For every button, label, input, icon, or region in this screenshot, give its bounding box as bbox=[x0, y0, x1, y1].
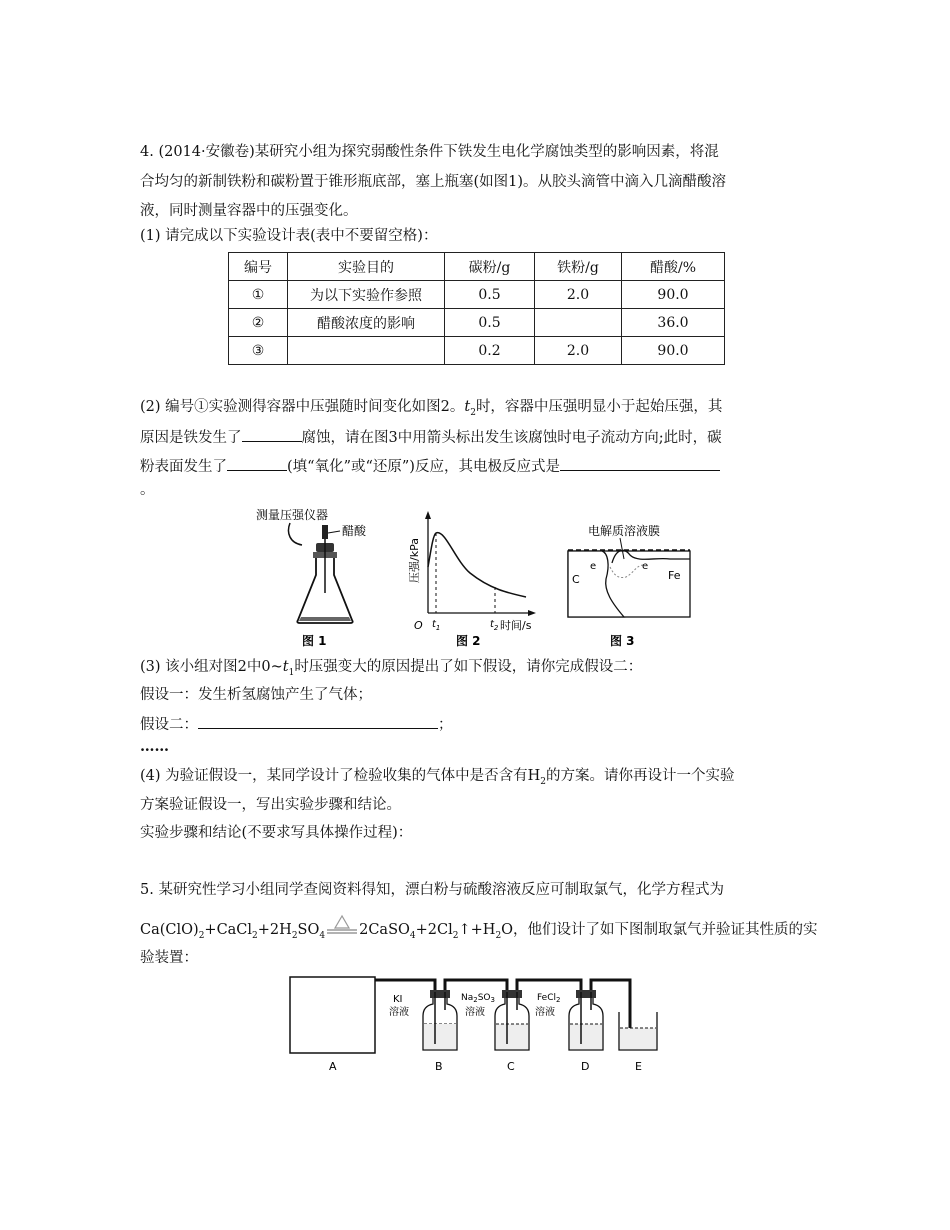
subscript: 4 bbox=[319, 930, 326, 941]
electron-label: e bbox=[590, 561, 597, 572]
subscript: 3 bbox=[490, 996, 495, 1004]
na2so3-solution-label: 溶液 bbox=[465, 1007, 485, 1018]
label-c: C bbox=[507, 1060, 515, 1073]
text: 的方案。请你再设计一个实验 bbox=[546, 768, 735, 784]
figure-2-pressure-graph bbox=[400, 505, 550, 650]
y-axis-label: 压强/kPa bbox=[408, 538, 421, 583]
fig1-caption: 图 1 bbox=[302, 634, 327, 648]
t2-symbol: t bbox=[464, 399, 471, 415]
subscript: 2 bbox=[252, 930, 258, 941]
table-cell: 2.0 bbox=[535, 337, 622, 365]
fecl2-label bbox=[537, 993, 560, 1004]
q4-ellipsis: …… bbox=[140, 738, 169, 755]
table-cell: 90.0 bbox=[622, 337, 725, 365]
x-axis-arrow-icon bbox=[528, 610, 536, 616]
text: 时压强变大的原因提出了如下假设，请你完成假设二： bbox=[294, 659, 643, 675]
t1-symbol: t bbox=[282, 659, 289, 675]
h2-subscript: 2 bbox=[540, 776, 547, 787]
beaker-e bbox=[619, 1012, 657, 1050]
text: +2H bbox=[257, 922, 292, 938]
label-a: A bbox=[329, 1060, 337, 1073]
text: ↑+H bbox=[458, 922, 496, 938]
q4-part2-line2 bbox=[140, 426, 722, 448]
t1-subscript: 1 bbox=[435, 624, 441, 632]
t1-symbol: t bbox=[432, 619, 436, 630]
q5-line3: 验装置： bbox=[140, 950, 198, 966]
q4-line2: 合均匀的新制铁粉和碳粉置于锥形瓶底部，塞上瓶塞(如图1)。从胶头滴管中滴入几滴醋酸溶 bbox=[140, 174, 727, 190]
table-header-row bbox=[229, 253, 725, 281]
figure-1-flask bbox=[250, 505, 380, 650]
t2-subscript: 2 bbox=[470, 407, 476, 418]
text: Ca(ClO) bbox=[140, 922, 199, 938]
subscript: 2 bbox=[452, 930, 459, 941]
text: SO bbox=[297, 922, 320, 938]
x-axis-label: 时间/s bbox=[500, 619, 532, 632]
text: (2) 编号①实验测得容器中压强随时间变化如图2。 bbox=[140, 399, 465, 415]
figure-3-corrosion-diagram bbox=[560, 505, 700, 650]
q5-line1: 5. 某研究性学习小组同学查阅资料得知，漂白粉与硫酸溶液反应可制取氯气，化学方程式为 bbox=[140, 882, 724, 898]
powder-layer bbox=[299, 617, 351, 621]
heating-equals-sign bbox=[325, 920, 359, 940]
fig1-label-acid: 醋酸 bbox=[342, 524, 367, 538]
table-header: 碳粉/g bbox=[445, 253, 535, 281]
electrolyte-film bbox=[610, 565, 644, 578]
film-label: 电解质溶液膜 bbox=[588, 524, 661, 538]
table-row bbox=[229, 309, 725, 337]
fecl2-solution-label: 溶液 bbox=[535, 1007, 555, 1018]
subscript: 2 bbox=[291, 930, 298, 941]
fig2-caption: 图 2 bbox=[456, 634, 481, 648]
q4-part4-line2: 方案验证假设一，写出实验步骤和结论。 bbox=[140, 797, 401, 813]
fecl: FeCl bbox=[537, 993, 557, 1003]
t2-tick-label bbox=[490, 619, 499, 632]
table-cell: ② bbox=[229, 309, 288, 337]
subscript: 2 bbox=[473, 996, 478, 1004]
text: ； bbox=[438, 717, 453, 733]
t2-symbol: t bbox=[490, 619, 494, 630]
subscript: 4 bbox=[409, 930, 416, 941]
table-cell-blank[interactable] bbox=[288, 337, 445, 365]
origin-label: O bbox=[414, 619, 423, 632]
table-cell: ③ bbox=[229, 337, 288, 365]
t1-tick-label bbox=[432, 619, 440, 632]
q4-part2-line4: 。 bbox=[140, 482, 155, 498]
answer-blank-reaction-type[interactable] bbox=[227, 455, 287, 471]
q4-part4-line3: 实验步骤和结论(不要求写具体操作过程)： bbox=[140, 825, 413, 841]
text: (3) 该小组对图2中0~ bbox=[140, 659, 283, 675]
wash-bottle-b bbox=[423, 990, 457, 1050]
iron-label: Fe bbox=[668, 569, 681, 582]
table-cell: 为以下实验作参照 bbox=[288, 281, 445, 309]
ki-solution-label: 溶液 bbox=[389, 1007, 409, 1018]
q4-hypothesis-2 bbox=[140, 713, 453, 735]
generator-box-a bbox=[290, 977, 375, 1053]
text: (填“氧化”或“还原”)反应，其电极反应式是 bbox=[287, 459, 560, 475]
label-e: E bbox=[635, 1060, 642, 1073]
subscript: 2 bbox=[495, 930, 502, 941]
text: O，他们设计了如下图制取氯气并验证其性质的实 bbox=[501, 922, 818, 938]
text: 原因是铁发生了 bbox=[140, 430, 242, 446]
q4-hypothesis-1: 假设一：发生析氢腐蚀产生了气体； bbox=[140, 687, 372, 703]
na2so3-label bbox=[461, 993, 495, 1004]
wash-bottle-d bbox=[569, 990, 603, 1050]
label-d: D bbox=[581, 1060, 590, 1073]
answer-blank-hypothesis-2[interactable] bbox=[198, 713, 438, 729]
table-header: 实验目的 bbox=[288, 253, 445, 281]
subscript: 2 bbox=[198, 930, 205, 941]
gauge-tube bbox=[289, 523, 303, 545]
y-axis-arrow-icon bbox=[425, 511, 431, 519]
q4-line3: 液，同时测量容器中的压强变化。 bbox=[140, 203, 358, 219]
experiment-design-table bbox=[228, 252, 725, 365]
t1-subscript: 1 bbox=[288, 667, 295, 678]
tube-c-d bbox=[517, 980, 581, 992]
so: SO bbox=[477, 993, 491, 1003]
text: (4) 为验证假设一，某同学设计了检验收集的气体中是否含有H bbox=[140, 768, 541, 784]
q4-part2-line3 bbox=[140, 455, 720, 477]
table-cell: 2.0 bbox=[535, 281, 622, 309]
table-row bbox=[229, 281, 725, 309]
text: +CaCl bbox=[204, 922, 253, 938]
label-leader bbox=[328, 531, 340, 533]
ki-label: KI bbox=[393, 994, 403, 1005]
tube-a-b bbox=[375, 980, 435, 992]
table-cell-blank[interactable] bbox=[535, 309, 622, 337]
carbon-label: C bbox=[572, 573, 580, 586]
text: +2Cl bbox=[415, 922, 453, 938]
q4-line1: 4. (2014·安徽卷)某研究小组为探究弱酸性条件下铁发生电化学腐蚀类型的影响因素，将混 bbox=[140, 144, 719, 160]
text: 腐蚀，请在图3中用箭头标出发生该腐蚀时电子流动方向;此时，碳 bbox=[301, 430, 722, 446]
table-cell: 0.5 bbox=[445, 309, 535, 337]
fig3-caption: 图 3 bbox=[610, 634, 635, 648]
q4-part1: (1) 请完成以下实验设计表(表中不要留空格)： bbox=[140, 228, 438, 244]
table-cell: 0.2 bbox=[445, 337, 535, 365]
text: 时，容器中压强明显小于起始压强，其 bbox=[475, 399, 723, 415]
table-cell: ① bbox=[229, 281, 288, 309]
pressure-curve bbox=[428, 533, 526, 597]
q4-part4-line1 bbox=[140, 766, 735, 792]
heat-triangle-icon bbox=[325, 914, 359, 936]
subscript: 2 bbox=[556, 996, 561, 1004]
label-b: B bbox=[435, 1060, 443, 1073]
text: 粉表面发生了 bbox=[140, 459, 227, 475]
q5-equation-line bbox=[140, 920, 818, 946]
text: 2CaSO bbox=[359, 922, 410, 938]
table-cell: 36.0 bbox=[622, 309, 725, 337]
table-cell: 0.5 bbox=[445, 281, 535, 309]
table-cell: 90.0 bbox=[622, 281, 725, 309]
apparatus-diagram bbox=[285, 972, 685, 1076]
answer-blank-electrode-equation[interactable] bbox=[560, 455, 720, 471]
dropper-bulb bbox=[322, 525, 328, 539]
film-leader bbox=[620, 538, 624, 559]
fig1-label-gauge: 测量压强仪器 bbox=[256, 508, 329, 522]
answer-blank-corrosion-type[interactable] bbox=[242, 426, 302, 442]
na: Na bbox=[461, 993, 474, 1003]
table-header: 醋酸/% bbox=[622, 253, 725, 281]
table-header: 编号 bbox=[229, 253, 288, 281]
tube-b-c bbox=[445, 980, 507, 992]
text: 假设二： bbox=[140, 717, 198, 733]
q4-part2-line1 bbox=[140, 397, 722, 423]
q4-part3 bbox=[140, 657, 642, 683]
wash-bottle-c bbox=[495, 990, 529, 1050]
table-header: 铁粉/g bbox=[535, 253, 622, 281]
t2-subscript: 2 bbox=[493, 624, 499, 632]
table-row bbox=[229, 337, 725, 365]
table-cell: 醋酸浓度的影响 bbox=[288, 309, 445, 337]
electron-label: e bbox=[642, 561, 649, 572]
